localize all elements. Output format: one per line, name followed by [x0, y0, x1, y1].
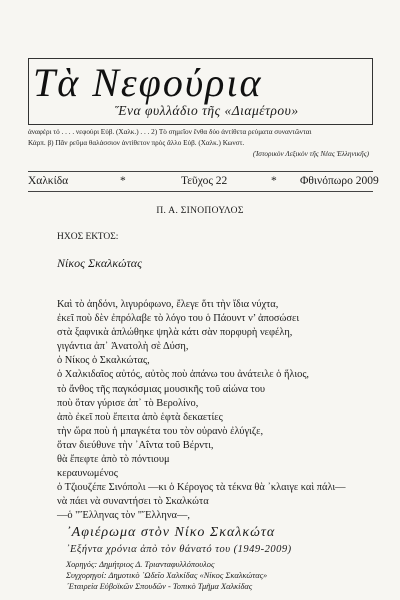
- poem-dedication: Νίκος Σκαλκώτας: [57, 256, 142, 270]
- issue-number: Τεῦχος 22: [181, 175, 228, 187]
- poem-line: ἀπὸ ἐκεῖ ποὺ ἔπειτα ἀπὸ ἑφτὰ δεκαετίες: [57, 411, 223, 423]
- poem-line: ὁ Νίκος ὁ Σκαλκώτας,: [57, 355, 150, 367]
- poem-line: ὁ Τζιουζέπε Σινόπολι —κι ὁ Κέρογος τὰ τέκνα θὰ ᾽κλαιγε καὶ πάλι—: [57, 482, 346, 494]
- star-separator: *: [120, 175, 126, 187]
- masthead: [28, 58, 373, 125]
- poem-line: στὰ ξαφνικὰ ἁπλώθηκε ψηλὰ κάτι σὰν πορφυρὴ νεφέλη,: [57, 327, 293, 339]
- poem-line: —ὁ "Ἕλληνας τὸν "Ἕλληνα—,: [57, 510, 190, 522]
- bottom-divider: [28, 191, 373, 192]
- poem-line: νὰ πάει νὰ συναντήσει τὸ Σκαλκώτα: [57, 496, 209, 508]
- issue-season: Φθινόπωρο 2009: [300, 175, 379, 187]
- masthead-subtitle: Ἕνα φυλλάδιο τῆς «Διαμέτρου»: [115, 103, 299, 118]
- poem-line: ἐκεῖ ποὺ δὲν ἐπρόλαβε τὸ λόγο του ὁ Πάουντ ν’ ἀποσώσει: [57, 313, 300, 325]
- credit-line: Χορηγός: Δημήτριος Δ. Τριανταφυλλόπουλος: [66, 560, 215, 569]
- top-divider: [28, 171, 373, 172]
- poem-line: γιγάντια ἀπ᾽ Ἀνατολὴ σὲ Δύση,: [57, 341, 189, 353]
- masthead-title: Τὰ Νεφούρια: [33, 60, 263, 105]
- poem-line: Καὶ τὸ ἀηδόνι, λιγυρόφωνο, ἔλεγε ὅτι τὴν ἴδια νύχτα,: [57, 299, 279, 310]
- poem-line: ὅταν διεύθυνε τὴν ᾽Αΐντα τοῦ Βέρντι,: [57, 439, 214, 451]
- poem-line: κεραυνωμένος: [57, 468, 118, 480]
- issue-place: Χαλκίδα: [28, 175, 69, 187]
- poem-body: [57, 298, 377, 524]
- credit-line: ᾽Εταιρεία Εὐβοϊκῶν Σπουδῶν - Τοπικὸ Τμῆμα Χαλκίδας: [66, 582, 253, 591]
- credit-line: Συγχορηγοί: Δημοτικὸ ᾽Ωδεῖο Χαλκίδας «Νίκος Σκαλκώτας»: [66, 571, 268, 580]
- definition-line: ἀναφέρι τό . . . . νεφούρι Εὐβ. (Χαλκ.) . . . 2) Τὸ σημεῖον ἔνθα δύο ἀντίθετα ρεύματα συναντῶνται: [28, 128, 312, 136]
- poem-line: τὸ ἄνθος τῆς παγκόσμιας μουσικῆς τοῦ αἰώνα του: [57, 383, 266, 395]
- tribute-subtitle: ᾽Εξήντα χρόνια ἀπὸ τὸν θάνατό του (1949-2009): [66, 544, 292, 555]
- definition-source: (Ἱστορικὸν Λεξικὸν τῆς Νέας Ἑλληνικῆς): [252, 150, 369, 158]
- poem-author: Π. Α. ΣΙΝΟΠΟΥΛΟΣ: [156, 206, 244, 216]
- poem-mode: ΗΧΟΣ ΕΚΤΟΣ:: [57, 232, 119, 242]
- poem-line: θὰ ἔπεφτε ἀπὸ τὸ πόντιουμ: [57, 454, 170, 466]
- tribute-credits: [66, 559, 267, 592]
- definition-line: Κάρπ. β) Πᾶν ρεῦμα θαλάσσιον ἀντίθετον πρὸς ἄλλο Εὐβ. (Χαλκ.) Κωνστ.: [28, 139, 245, 147]
- poem-line: ὁ Χαλκιδαῖος αὐτός, αὐτὸς ποὺ ἀπάνω του ἀνάτειλε ὁ ἥλιος,: [57, 369, 310, 381]
- issue-info-bar: [28, 173, 379, 189]
- dictionary-definition: [28, 127, 373, 160]
- poem-line: ποὺ ὅταν γύρισε ἀπ᾽ τὸ Βερολίνο,: [57, 397, 199, 409]
- poem-line: τὴν ὥρα ποὺ ἡ μπαγκέτα του τὸν οὐρανὸ ἐλύγιζε,: [57, 425, 264, 437]
- tribute-title: ᾽Αφιέρωμα στὸν Νίκο Σκαλκώτα: [66, 525, 276, 540]
- star-separator: *: [271, 175, 277, 187]
